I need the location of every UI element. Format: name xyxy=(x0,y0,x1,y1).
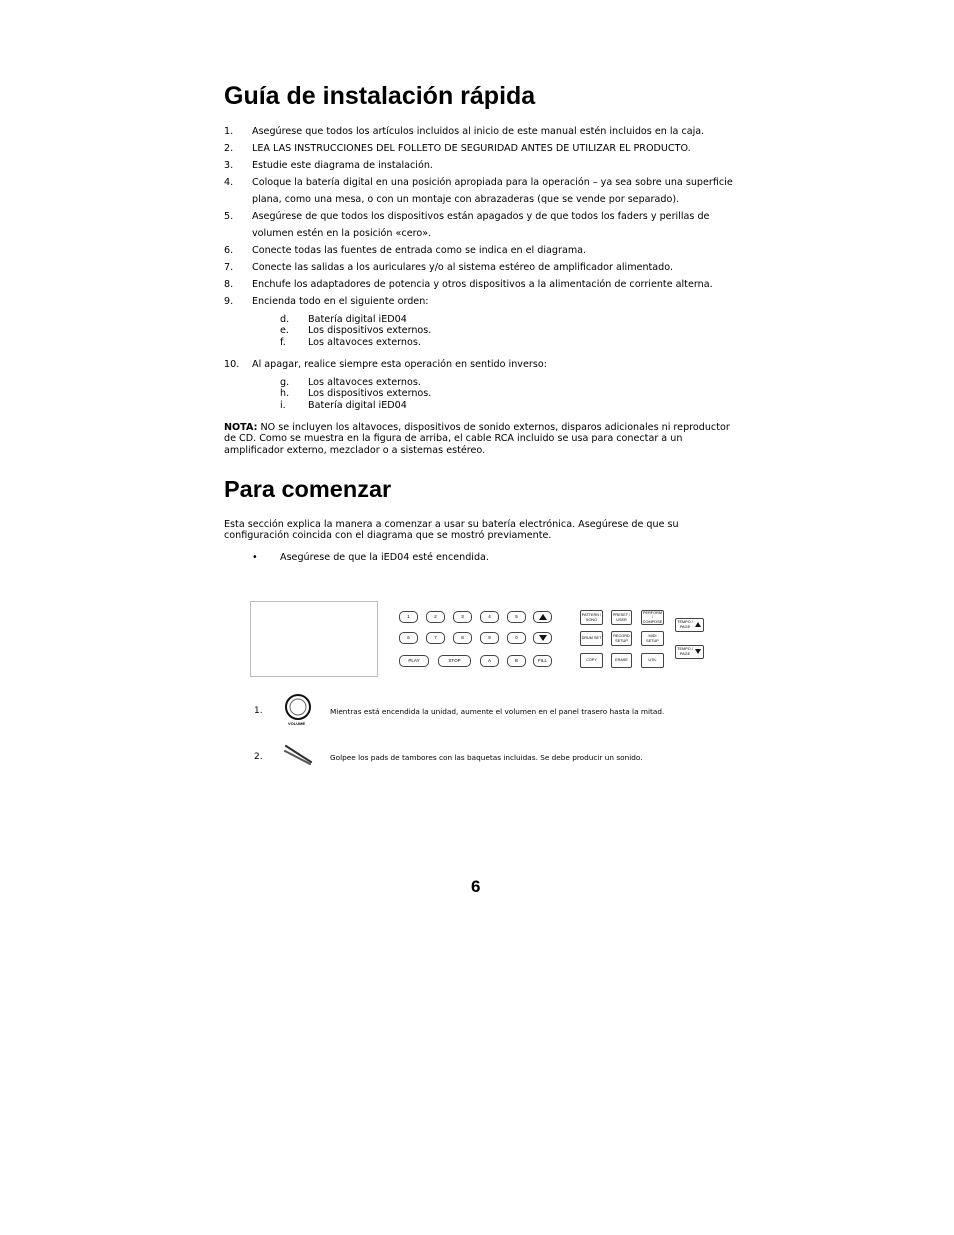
pad-button[interactable]: 3 xyxy=(453,611,472,623)
tempo-up-button[interactable]: TEMPO / PAGE xyxy=(675,618,704,632)
pad-button[interactable]: 4 xyxy=(480,611,499,623)
up-arrow-button[interactable] xyxy=(533,611,552,623)
triangle-down-icon xyxy=(539,635,547,641)
order-off-list xyxy=(280,377,431,411)
order-off-item: h. Los dispositivos externos. xyxy=(280,388,432,400)
order-on-item: d. Batería digital iED04 xyxy=(280,314,407,325)
lcd-screen xyxy=(250,601,378,677)
pad-button[interactable]: 2 xyxy=(426,611,445,623)
pattern-song-button[interactable]: PATTERN / SONG xyxy=(580,610,603,625)
knob-label: VOLUME xyxy=(288,721,306,726)
triangle-up-icon xyxy=(539,614,547,620)
preset-user-button[interactable]: PRESET / USER xyxy=(611,610,632,625)
pad-button[interactable]: 8 xyxy=(453,632,472,644)
record-setup-button[interactable]: RECORD SETUP xyxy=(611,631,632,646)
triangle-down-icon xyxy=(695,649,701,654)
drumsticks-icon xyxy=(283,742,313,766)
midi-setup-button[interactable]: MIDI SETUP xyxy=(641,631,664,646)
order-on-item: e. Los dispositivos externos. xyxy=(280,325,432,337)
b-button[interactable]: B xyxy=(507,655,526,667)
section-title: Guía de instalación rápida xyxy=(224,82,536,110)
drum-set-button[interactable]: DRUM SET xyxy=(580,631,603,646)
down-arrow-button[interactable] xyxy=(533,632,552,644)
step-text: Mientras está encendida la unidad, aumente el volumen en el panel trasero hasta la mitad. xyxy=(330,707,665,716)
pad-button[interactable]: 7 xyxy=(426,632,445,644)
order-off-item: g. Los altavoces externos. xyxy=(280,377,421,388)
triangle-up-icon xyxy=(695,622,701,627)
step-text: Golpee los pads de tambores con las baquetas incluidas. Se debe producir un sonido. xyxy=(330,753,643,762)
util-button[interactable]: UTIL xyxy=(641,653,664,668)
volume-knob-icon xyxy=(284,693,312,729)
perform-compose-button[interactable]: PERFORM / COMPOSE xyxy=(642,611,663,624)
erase-button[interactable]: ERASE xyxy=(611,653,632,668)
pad-button[interactable]: 6 xyxy=(399,632,418,644)
order-off-item: i. Batería digital iED04 xyxy=(280,399,407,411)
stop-button[interactable]: STOP xyxy=(438,655,471,667)
order-on-list xyxy=(280,314,431,348)
tempo-down-button[interactable]: TEMPO / PAGE xyxy=(675,645,704,659)
pad-button[interactable]: 5 xyxy=(507,611,526,623)
play-button[interactable]: PLAY xyxy=(399,655,429,667)
note-paragraph: NOTA: NO se incluyen los altavoces, dispositivos de sonido externos, disparos adicionales ni reproductor de CD. Como se muestra en la figura de arriba, el cable RCA incluido se usa para conectar a un amplificador externo, mezclador o a sistemas estéreo. xyxy=(224,422,730,456)
section-title-2: Para comenzar xyxy=(224,476,392,502)
bullet-item: • Asegúrese de que la iED04 esté encendida. xyxy=(252,552,489,563)
copy-button[interactable]: COPY xyxy=(580,653,603,668)
page-number: 6 xyxy=(471,877,481,896)
bullet-dot: • xyxy=(252,552,258,563)
pad-button[interactable]: 0 xyxy=(507,632,526,644)
step-number: 1. xyxy=(254,706,263,716)
step-number: 2. xyxy=(254,752,263,762)
pad-button[interactable]: 1 xyxy=(399,611,418,623)
fill-button[interactable]: FILL xyxy=(533,655,552,667)
order-on-item: f. Los altavoces externos. xyxy=(280,336,421,348)
intro-paragraph: Esta sección explica la manera a comenzar a usar su batería electrónica. Asegúrese de que su configuración coincida con el diagrama que se mostró previamente. xyxy=(224,519,679,542)
pad-button[interactable]: 9 xyxy=(480,632,499,644)
note-label: NOTA: xyxy=(224,422,258,433)
a-button[interactable]: A xyxy=(480,655,499,667)
